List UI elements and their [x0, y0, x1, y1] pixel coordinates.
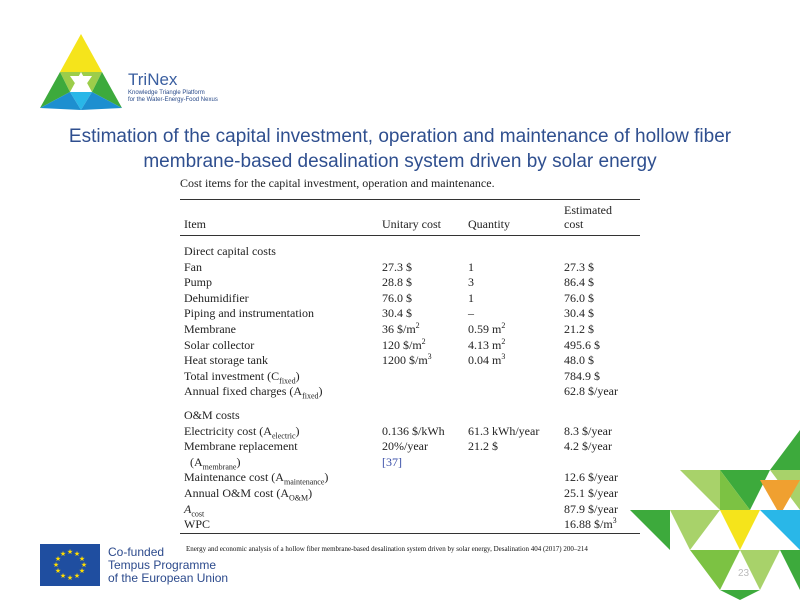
svg-text:★: ★	[73, 550, 81, 558]
table-row	[180, 322, 640, 338]
table-row	[180, 384, 640, 400]
brand-tagline	[128, 90, 258, 104]
table-row	[180, 260, 640, 276]
row-pump-unit: 28.8 $	[382, 275, 412, 290]
table-header-row	[180, 200, 640, 236]
row-electricity-item: Electricity cost $(A_{electric})$	[184, 423, 300, 440]
table-row	[180, 486, 640, 502]
row-membrane-repl-qty: 21.2 $	[468, 439, 498, 454]
row-maintenance-cost: 12.6 $/year	[564, 470, 618, 485]
row-dehumidifier-item: Dehumidifier	[184, 290, 249, 305]
svg-text:★: ★	[54, 555, 62, 563]
section-om	[180, 408, 640, 424]
row-acost-item: $A_{cost}$	[184, 501, 205, 518]
svg-text:★: ★	[78, 567, 86, 575]
cost-table	[180, 199, 640, 534]
row-membrane-item: Membrane	[184, 321, 236, 336]
svg-text:★: ★	[80, 561, 88, 569]
row-heat-item: Heat storage tank	[184, 353, 268, 368]
header-estimated-1: Estimated	[564, 203, 612, 217]
svg-text:★: ★	[73, 572, 81, 580]
row-dehumidifier-unit: 76.0 $	[382, 290, 412, 305]
svg-text:★: ★	[59, 572, 67, 580]
row-piping-unit: 30.4 $	[382, 306, 412, 321]
row-acost-cost: 87.9 $/year	[564, 501, 618, 516]
header-estimated-cost	[560, 200, 640, 236]
reference-link[interactable]: [37]	[382, 454, 402, 469]
brand-tagline-1: Knowledge Triangle Platform	[128, 90, 205, 96]
section-om-label: O&M costs	[184, 407, 240, 422]
row-wpc-item: WPC	[184, 517, 211, 532]
trinex-logo-icon	[38, 32, 124, 112]
header-item: Item	[184, 217, 206, 231]
row-solar-item: Solar collector	[184, 337, 255, 352]
row-heat-unit: 1200 $\$/m^3$	[382, 352, 432, 368]
section-direct	[180, 244, 640, 260]
row-dehumidifier-cost: 76.0 $	[564, 290, 594, 305]
table-row	[180, 470, 640, 486]
header-estimated-2: cost	[564, 217, 584, 231]
row-solar-cost: 495.6 $	[564, 337, 600, 352]
table-row	[180, 338, 640, 354]
row-membrane-repl-unit: 20%/year [37]	[382, 439, 428, 469]
eu-line-1: Co-funded	[108, 545, 165, 559]
row-solar-unit: 120 $\$/m^2$	[382, 336, 426, 352]
table-caption: Cost items for the capital investment, operation and maintenance.	[180, 176, 495, 190]
brand	[128, 70, 258, 104]
row-membrane-qty: 0.59 $m^2$	[468, 320, 506, 336]
row-piping-qty: –	[468, 306, 474, 321]
eu-funding-text	[108, 546, 228, 585]
table-row	[180, 439, 640, 470]
row-electricity-unit: 0.136 $/kWh	[382, 423, 445, 438]
row-annual-fixed-cost: 62.8 $/year	[564, 384, 618, 399]
row-fan-item: Fan	[184, 259, 202, 274]
slide-title: Estimation of the capital investment, operation and maintenance of hollow fiber membrane-based desalination system driven by solar energy	[68, 126, 732, 172]
row-maintenance-item: Maintenance cost $(A_{maintenance})$	[184, 470, 329, 487]
table-row	[180, 291, 640, 307]
table-row	[180, 353, 640, 369]
row-annual-fixed-item: Annual fixed charges $(A_{fixed})$	[184, 384, 323, 401]
source-citation: Energy and economic analysis of a hollow fiber membrane-based desalination system driven by solar energy, Desalination 404 (2017) 200–214	[186, 545, 588, 553]
header-unitary-cost: Unitary cost	[382, 217, 441, 231]
table-row	[180, 424, 640, 440]
header-quantity: Quantity	[468, 217, 510, 231]
row-piping-item: Piping and instrumentation	[184, 306, 314, 321]
row-electricity-qty: 61.3 kWh/year	[468, 423, 540, 438]
row-membrane-unit: 36 $\$/m^2$	[382, 320, 420, 336]
row-total-cost: 784.9 $	[564, 368, 600, 383]
row-annual-om-cost: 25.1 $/year	[564, 485, 618, 500]
row-heat-qty: 0.04 $m^3$	[468, 352, 506, 368]
row-membrane-repl-item: Membrane replacement $(A_{membrane})$	[184, 439, 298, 472]
svg-text:★: ★	[52, 561, 60, 569]
row-fan-cost: 27.3 $	[564, 259, 594, 274]
svg-text:★: ★	[59, 550, 67, 558]
table-row	[180, 502, 640, 518]
row-fan-unit: 27.3 $	[382, 259, 412, 274]
svg-text:★: ★	[66, 574, 74, 582]
brand-name: TriNex	[128, 70, 178, 89]
row-solar-qty: 4.13 $m^2$	[468, 336, 506, 352]
eu-line-3: of the European Union	[108, 571, 229, 585]
table-row	[180, 306, 640, 322]
row-membrane-cost: 21.2 $	[564, 321, 594, 336]
row-total-item: Total investment $(C_{fixed})$	[184, 368, 300, 386]
row-pump-item: Pump	[184, 275, 213, 290]
row-wpc-cost: 16.88 $\$/m^3$	[564, 516, 617, 532]
page-number: 23	[738, 568, 750, 579]
brand-tagline-2: for the Water-Energy-Food Nexus	[128, 97, 218, 103]
row-piping-cost: 30.4 $	[564, 306, 594, 321]
row-fan-qty: 1	[468, 259, 474, 274]
row-membrane-repl-cost: 4.2 $/year	[564, 439, 612, 454]
table-row	[180, 517, 640, 533]
decorative-triangles-icon	[630, 430, 800, 600]
row-pump-qty: 3	[468, 275, 474, 290]
row-electricity-cost: 8.3 $/year	[564, 423, 612, 438]
row-pump-cost: 86.4 $	[564, 275, 594, 290]
section-direct-label: Direct capital costs	[184, 244, 276, 258]
svg-text:★: ★	[54, 567, 62, 575]
cost-table-container	[180, 176, 650, 534]
row-heat-cost: 48.0 $	[564, 353, 594, 368]
table-row	[180, 369, 640, 385]
svg-text:★: ★	[78, 555, 86, 563]
eu-line-2: Tempus Programme	[108, 558, 217, 572]
row-annual-om-item: Annual O&M cost $(A_{O\&M})$	[184, 485, 313, 503]
row-dehumidifier-qty: 1	[468, 290, 474, 305]
svg-text:★: ★	[66, 548, 74, 556]
table-row	[180, 275, 640, 291]
eu-flag-icon	[40, 544, 100, 586]
